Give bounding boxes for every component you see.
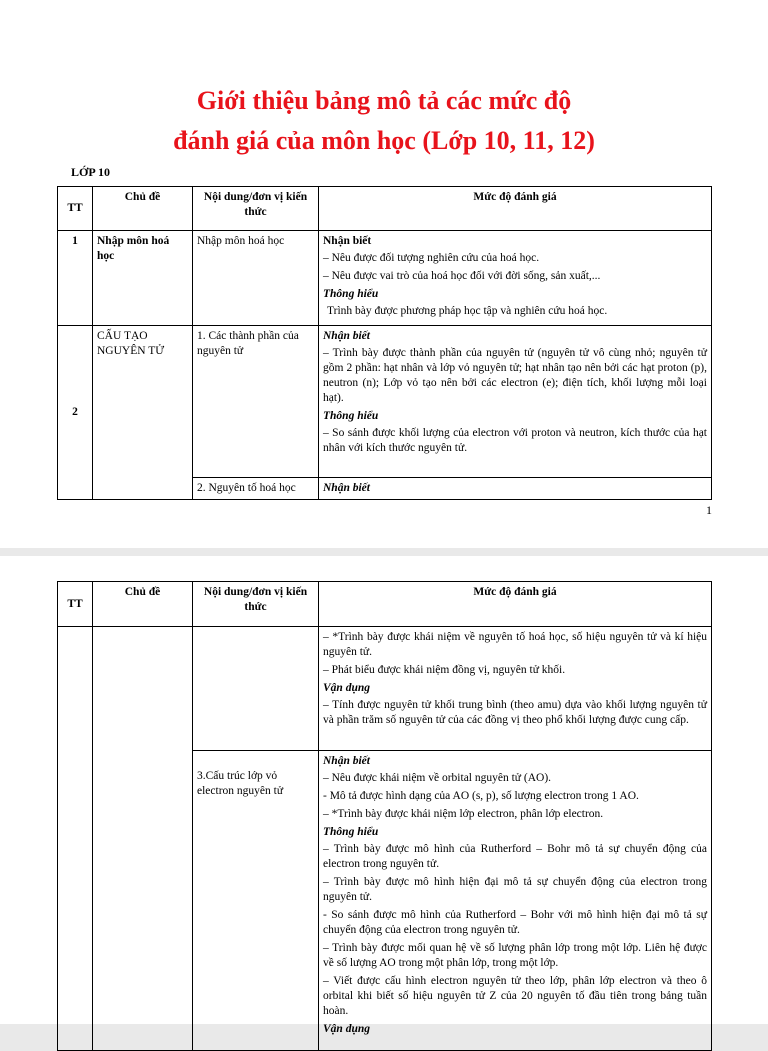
level-item: – Phát biểu được khái niệm đồng vị, nguyên tử khối. <box>323 664 566 676</box>
table-header-row <box>58 582 712 627</box>
page-number: 1 <box>706 503 712 517</box>
level-heading: Thông hiểu <box>323 826 379 838</box>
document-title-line-1: Giới thiệu bảng mô tả các mức độ <box>196 86 572 115</box>
level-heading: Nhận biết <box>323 482 370 494</box>
table-row <box>58 326 712 478</box>
level-item: - Mô tả được hình dạng của AO (s, p), số lượng electron trong 1 AO. <box>323 790 639 802</box>
table-row <box>58 627 712 751</box>
row-number: 2 <box>58 326 93 500</box>
level-item: – Nêu được khái niệm về orbital nguyên tử (AO). <box>323 772 552 784</box>
table-header-row <box>58 187 712 231</box>
header-levels: Mức độ đánh giá <box>319 187 712 231</box>
assessment-table-page-1 <box>57 186 712 500</box>
header-tt: TT <box>58 187 93 231</box>
level-item: – Trình bày được thành phần của nguyên tử (nguyên tử vô cùng nhỏ; nguyên tử gồm 2 phần: hạt nhân và lớp vỏ nguyên tử; hạt nhân tạo nên bởi các hạt proton (p), neutron (n); Lớp vỏ tạo nên bởi các electron (e); điện tích, khối lượng mỗi loại hạt). <box>323 347 707 404</box>
row-content: 3.Cấu trúc lớp vỏ electron nguyên tử <box>193 751 319 1051</box>
level-item: Trình bày được phương pháp học tập và nghiên cứu hoá học. <box>327 305 608 317</box>
row-content: Nhập môn hoá học <box>193 231 319 326</box>
document-title-line-2: đánh giá của môn học (Lớp 10, 11, 12) <box>173 126 595 155</box>
header-tt: TT <box>58 582 93 627</box>
row-content-empty <box>193 627 319 751</box>
assessment-table-page-2 <box>57 581 712 1051</box>
row-number-empty <box>58 627 93 1051</box>
row-levels <box>319 231 712 326</box>
level-item: – Trình bày được mối quan hệ về số lượng phân lớp trong một lớp. Liên hệ được về số lượng AO trong một phân lớp, trong một lớp. <box>323 942 707 969</box>
row-content: 1. Các thành phần của nguyên tử <box>193 326 319 478</box>
document-page-2 <box>0 556 768 1035</box>
level-item: – *Trình bày được khái niệm lớp electron, phân lớp electron. <box>323 808 604 820</box>
level-item: – Trình bày được mô hình hiện đại mô tả sự chuyển động của electron trong nguyên tử. <box>323 876 707 903</box>
level-heading: Nhận biết <box>323 755 370 767</box>
level-item: – *Trình bày được khái niệm về nguyên tố hoá học, số hiệu nguyên tử và kí hiệu nguyên tử. <box>323 631 707 658</box>
row-levels <box>319 478 712 500</box>
row-levels <box>319 627 712 751</box>
row-levels <box>319 326 712 478</box>
row-topic-empty <box>93 627 193 1051</box>
level-heading: Nhận biết <box>323 330 370 342</box>
level-item: – Trình bày được mô hình của Rutherford – Bohr mô tả sự chuyển động của electron trong nguyên tử. <box>323 843 707 870</box>
row-topic: CẤU TẠO NGUYÊN TỬ <box>93 326 193 500</box>
level-item: – So sánh được khối lượng của electron với proton và neutron, kích thước của hạt nhân với kích thước nguyên tử. <box>323 427 707 454</box>
header-content: Nội dung/đơn vị kiến thức <box>193 582 319 627</box>
level-item: – Nêu được đối tượng nghiên cứu của hoá học. <box>323 252 540 264</box>
level-heading: Vận dụng <box>323 1023 370 1035</box>
row-levels <box>319 751 712 1051</box>
table-row <box>58 231 712 326</box>
row-number: 1 <box>58 231 93 326</box>
row-content: 2. Nguyên tố hoá học <box>193 478 319 500</box>
level-item: – Viết được cấu hình electron nguyên tử theo lớp, phân lớp electron và theo ô orbital khi biết số hiệu nguyên tử Z của 20 nguyên tố đầu tiên trong bảng tuần hoàn. <box>323 975 707 1017</box>
level-heading: Thông hiểu <box>323 410 379 422</box>
class-label: LỚP 10 <box>71 165 111 179</box>
level-item: - So sánh được mô hình của Rutherford – Bohr với mô hình hiện đại mô tả sự chuyển động của electron trong nguyên tử. <box>323 909 707 936</box>
level-heading: Thông hiểu <box>323 288 379 300</box>
header-levels: Mức độ đánh giá <box>319 582 712 627</box>
row-topic: Nhập môn hoá học <box>93 231 193 326</box>
header-topic: Chủ đề <box>93 582 193 627</box>
level-heading: Vận dụng <box>323 682 370 694</box>
level-item: – Tính được nguyên tử khối trung bình (theo amu) dựa vào khối lượng nguyên tử và phần trăm số nguyên tử của các đồng vị theo phổ khối lượng được cung cấp. <box>323 699 707 726</box>
header-content: Nội dung/đơn vị kiến thức <box>193 187 319 231</box>
header-topic: Chủ đề <box>93 187 193 231</box>
level-item: – Nêu được vai trò của hoá học đối với đời sống, sản xuất,... <box>323 270 601 282</box>
level-heading: Nhận biết <box>323 235 372 247</box>
